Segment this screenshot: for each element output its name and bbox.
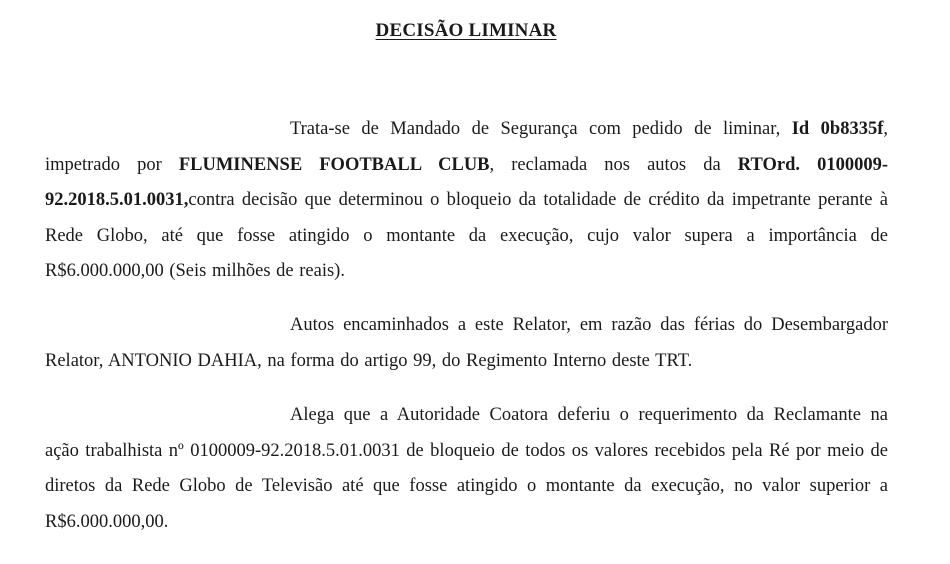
paragraph-1-id-ref: Id 0b8335f [791, 119, 884, 139]
paragraph-1-run-4: , reclamada nos autos da [489, 154, 738, 175]
paragraph-2 [45, 308, 888, 379]
paragraph-1-club-name: FLUMINENSE FOOTBALL CLUB [178, 154, 490, 175]
paragraph-1-run-6: contra decisão que determinou o bloqueio da totalidade de crédito da impetrante perante à Rede Globo, até que fosse atingido o montante da execução, cujo valor supera a importância de R$6.000.000,00 (Seis milhões de reais). [45, 190, 888, 281]
paragraph-1-run-0: Trata-se de Mandado de Segurança com pedido de liminar, [290, 119, 792, 139]
paragraph-2-run-0: Autos encaminhados a este Relator, em razão das férias do Desembargador Relator, ANTONIO DAHIA, na forma do artigo 99, do Regimento Interno deste TRT. [45, 315, 888, 371]
paragraph-1 [45, 112, 888, 290]
paragraph-3-text [45, 398, 888, 540]
paragraph-1-run-2: , impetrado por [45, 119, 888, 175]
paragraph-1-text [45, 112, 888, 290]
paragraph-1-case-number: RTOrd. 0100009-92.2018.5.01.0031, [45, 154, 888, 210]
document-title: DECISÃO LIMINAR [375, 20, 557, 41]
paragraph-2-text [45, 308, 888, 379]
paragraph-3-run-0: Alega que a Autoridade Coatora deferiu o requerimento da Reclamante na ação trabalhista nº 0100009-92.2018.5.01.0031 de bloqueio de todos os valores recebidos pela Ré por meio de diretos da Rede Globo de Televisão até que fosse atingido o montante da execução, no valor superior a R$6.000.000,00. [45, 405, 888, 532]
paragraph-3 [45, 398, 888, 540]
